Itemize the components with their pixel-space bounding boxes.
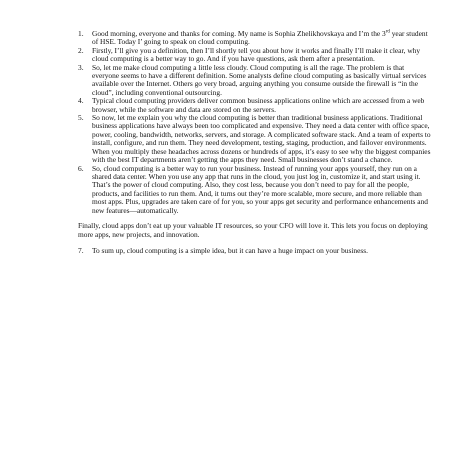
ordinal-suffix: rd (385, 29, 390, 35)
list-number: 6. (78, 163, 84, 173)
list-number: 5. (78, 113, 84, 123)
list-item (78, 97, 432, 114)
list-text (92, 29, 428, 46)
list-item (78, 30, 432, 47)
list-number: 3. (78, 62, 84, 72)
closing-paragraph: Finally, cloud apps don’t eat up your valuable IT resources, so your CFO will love it. This lets you focus on deploying more apps, new projects, and innovation. (78, 221, 428, 239)
list-text-part: Good morning, everyone and thanks for coming. My name is Sophia Zhelikhovskaya and I’m the 3 (92, 29, 386, 38)
list-number: 4. (78, 96, 84, 106)
list-item (78, 165, 432, 215)
list-number: 2. (78, 45, 84, 55)
document-body (78, 30, 432, 255)
list-text: So now, let me explain you why the cloud computing is better than traditional business applications. Traditional business applications have always been too complicated and expensive. They need a data center with office space, power, cooling, bandwidth, networks, servers, and storage. A complicated software stack. And a team of experts to install, configure, and run them. They need development, testing, staging, production, and failover environments. When you multiply these headaches across dozens or hundreds of apps, it’s easy to see why the biggest companies with the best IT departments aren’t getting the apps they need. Small businesses don’t stand a chance. (92, 113, 431, 165)
list-text: Typical cloud computing providers deliver common business applications online which are accessed from a web browser, while the software and data are stored on the servers. (92, 96, 425, 114)
list-text: To sum up, cloud computing is a simple idea, but it can have a huge impact on your business. (92, 245, 368, 255)
list-text: So, cloud computing is a better way to run your business. Instead of running your apps yourself, they run on a shared data center. When you use any app that runs in the cloud, you just log in, customize it, and start using it. That’s the power of cloud computing. Also, they cost less, because you don’t need to pay for all the people, products, and facilities to run them. And, it turns out they’re more scalable, more secure, and more reliable than most apps. Plus, upgrades are taken care of for you, so your apps get security and performance enhancements and new features—automatically. (92, 163, 428, 215)
list-item (78, 247, 432, 255)
list-item (78, 114, 432, 164)
list-number: 1. (78, 29, 84, 38)
list-text: Firstly, I’ll give you a definition, then I’ll shortly tell you about how it works and finally I’ll make it clear, why cloud computing is a better way to go. And if you have questions, ask them after a presentation. (92, 45, 421, 64)
list-item (78, 47, 432, 64)
list-text-part: year student of HSE. Today I’ going to speak on cloud computing. (92, 29, 428, 47)
list-text: So, let me make cloud computing a little less cloudy. Cloud computing is all the rage. The problem is that everyone seems to have a different definition. Some analysts define cloud computing as basically virtual services available over the Internet. Others go very broad, arguing anything you consume outside the firewall is “in the cloud”, including conventional outsourcing. (92, 62, 427, 97)
list-number: 7. (78, 245, 84, 255)
list-item (78, 64, 432, 98)
